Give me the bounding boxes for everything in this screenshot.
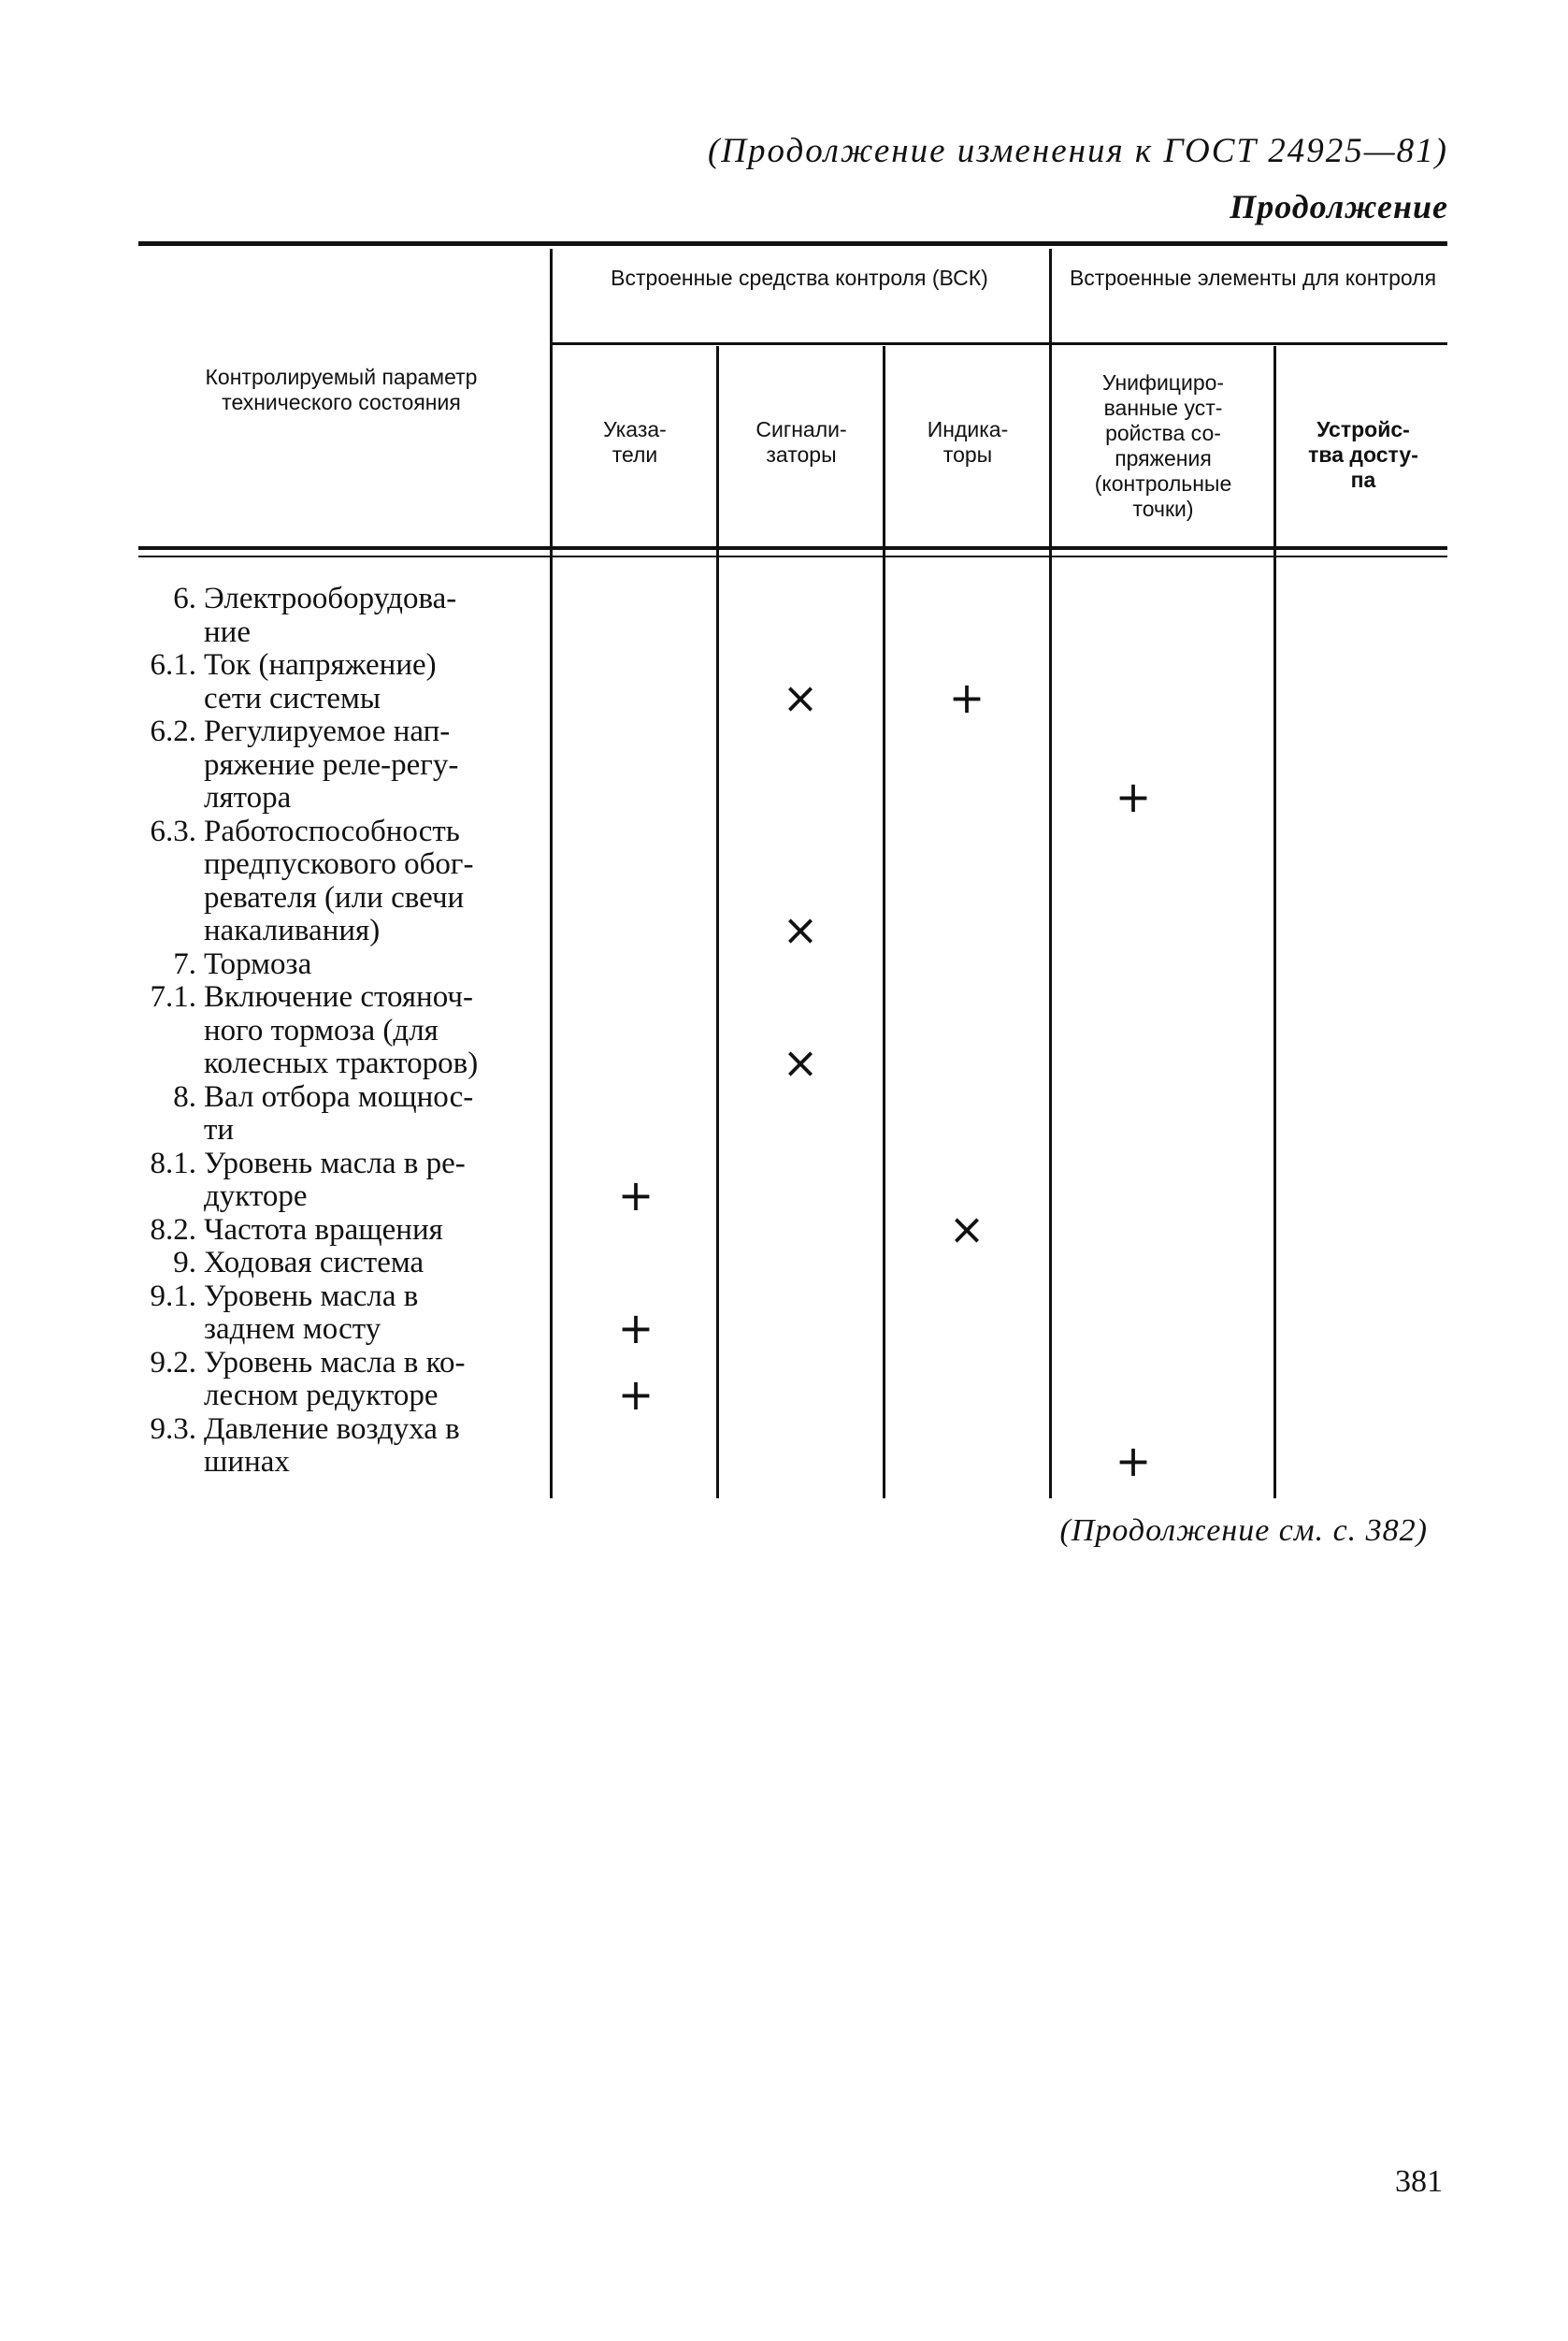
header-bottom-rule	[138, 546, 1447, 550]
col-divider-1	[550, 249, 553, 1498]
row-text: Тормоза	[204, 947, 312, 981]
plus-mark: +	[617, 1303, 655, 1353]
row-text: Электрооборудова-	[204, 582, 457, 615]
continuation-label: Продолжение	[1230, 188, 1448, 225]
row-label-11	[120, 1346, 540, 1380]
row-text: Ток (напряжение)	[204, 648, 437, 682]
row-text: шинах	[204, 1445, 290, 1479]
indicators-display-header: Индика- торы	[927, 417, 1009, 467]
unified-devices-header: Унифициро- ванные уст- ройства со- пряжения (контрольные точки)	[1094, 370, 1232, 521]
row-text: Частота вращения	[204, 1212, 443, 1247]
row-text: ревателя (или свечи	[204, 880, 465, 915]
cross-mark: ×	[948, 1203, 985, 1254]
row-label-cont-0	[120, 615, 540, 649]
continuation-reference: (Продолжение см. с. 382)	[1059, 1513, 1428, 1548]
row-label-cont-5	[120, 1014, 540, 1048]
row-text: Уровень масла в	[204, 1279, 419, 1313]
row-text: заднем мосту	[204, 1312, 381, 1346]
row-label-5	[120, 980, 540, 1014]
row-text: Уровень масла в ре-	[204, 1146, 466, 1180]
row-number: 9.	[173, 1246, 196, 1279]
cross-mark: ×	[782, 904, 819, 955]
row-text: накаливания)	[204, 914, 381, 947]
row-text: ряжение реле-регу-	[204, 747, 459, 782]
row-text: дукторе	[204, 1179, 308, 1213]
param-column-header: Контролируемый параметр технического состояния	[205, 365, 478, 414]
row-label-cont-10	[120, 1312, 540, 1346]
row-text: ние	[204, 614, 251, 649]
row-text: Ходовая система	[204, 1246, 424, 1279]
row-number: 6.3.	[150, 814, 196, 848]
vsk-group-header: Встроенные средства контроля (ВСК)	[611, 266, 988, 290]
row-text: лятора	[204, 781, 292, 815]
row-label-cont-3	[120, 881, 540, 915]
row-number: 9.3.	[150, 1411, 196, 1446]
row-number: 8.2.	[150, 1212, 196, 1247]
col-divider-4	[1049, 249, 1052, 1498]
group-header-rule	[552, 342, 1447, 345]
row-label-cont-12	[120, 1445, 540, 1479]
signalers-header: Сигнали- заторы	[755, 417, 847, 467]
row-text: ти	[204, 1113, 235, 1147]
row-number: 7.	[173, 947, 196, 981]
row-number: 6.	[173, 582, 196, 615]
row-number: 9.1.	[150, 1279, 196, 1313]
plus-mark: +	[1115, 1436, 1152, 1486]
row-number: 9.2.	[150, 1345, 196, 1380]
elements-group-header: Встроенные элементы для контроля	[1069, 266, 1437, 290]
row-text: Вал отбора мощнос-	[204, 1079, 474, 1114]
row-label-cont-1	[120, 682, 540, 715]
access-devices-header: Устройс- тва досту- па	[1308, 417, 1418, 492]
page-number: 381	[1395, 2164, 1443, 2199]
row-text: Регулируемое нап-	[204, 715, 451, 748]
col-divider-3	[883, 346, 885, 1498]
row-label-cont-5	[120, 1047, 540, 1080]
continuation-title: (Продолжение изменения к ГОСТ 24925—81)	[707, 132, 1448, 170]
row-label-cont-6	[120, 1113, 540, 1147]
row-label-1	[120, 648, 540, 682]
row-text: Давление воздуха в	[204, 1411, 460, 1446]
row-label-8	[120, 1213, 540, 1247]
cross-mark: ×	[782, 672, 819, 723]
row-label-7	[120, 1147, 540, 1180]
col-divider-2	[716, 346, 719, 1498]
row-label-cont-3	[120, 847, 540, 881]
cross-mark: ×	[782, 1037, 819, 1088]
row-label-2	[120, 715, 540, 748]
row-text: сети системы	[204, 681, 381, 715]
row-label-4	[120, 947, 540, 981]
row-text: Включение стояноч-	[204, 980, 473, 1014]
row-label-cont-3	[120, 914, 540, 947]
row-label-cont-2	[120, 748, 540, 782]
plus-mark: +	[948, 672, 985, 723]
row-label-cont-11	[120, 1379, 540, 1412]
row-label-9	[120, 1246, 540, 1279]
row-text: колесных тракторов)	[204, 1047, 479, 1080]
plus-mark: +	[617, 1369, 655, 1420]
row-number: 7.1.	[150, 980, 196, 1014]
table-top-rule	[138, 241, 1447, 246]
row-text: Работоспособность	[204, 814, 460, 848]
row-label-0	[120, 582, 540, 615]
row-number: 6.1.	[150, 648, 196, 682]
row-text: ного тормоза (для	[204, 1013, 439, 1048]
row-label-12	[120, 1412, 540, 1446]
row-number: 8.	[173, 1079, 196, 1114]
row-text: предпускового обог-	[204, 847, 474, 881]
row-label-3	[120, 815, 540, 848]
row-label-cont-7	[120, 1179, 540, 1213]
row-number: 8.1.	[150, 1146, 196, 1180]
row-text: лесном редукторе	[204, 1379, 439, 1412]
plus-mark: +	[1115, 772, 1152, 822]
body-bottom-rule	[138, 556, 1447, 557]
plus-mark: +	[617, 1170, 655, 1221]
row-label-10	[120, 1279, 540, 1313]
row-text: Уровень масла в ко-	[204, 1345, 466, 1380]
row-label-cont-2	[120, 781, 540, 815]
indicators-needle-header: Указа- тели	[603, 417, 667, 467]
row-label-6	[120, 1080, 540, 1114]
col-divider-5	[1273, 346, 1276, 1498]
row-number: 6.2.	[150, 715, 196, 748]
